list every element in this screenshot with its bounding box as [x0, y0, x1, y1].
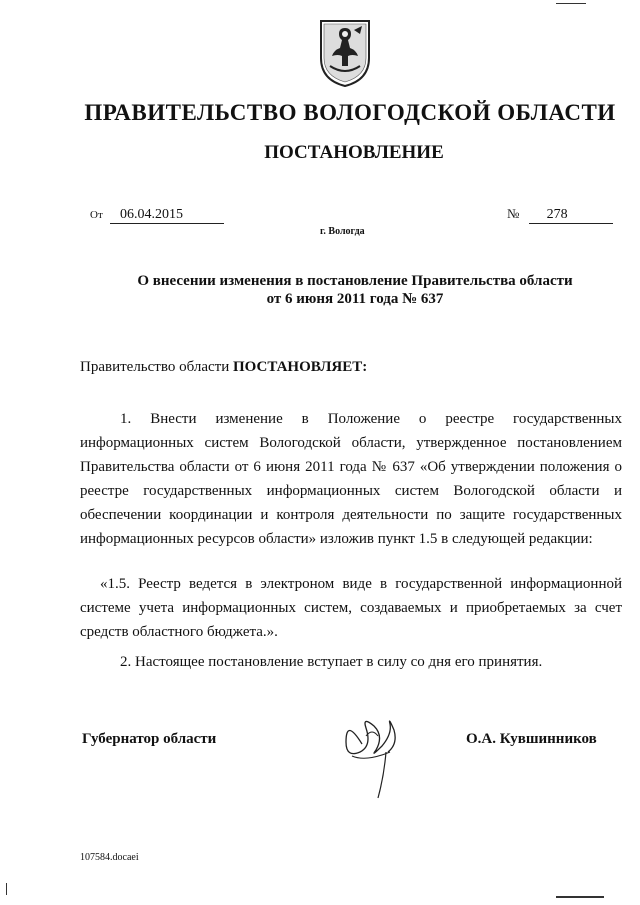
document-subject: [120, 272, 590, 308]
paragraph-1: 1. Внести изменение в Положение о реестре государственных информационных систем Вологодской области, утвержденное постановлением Правительства области от 6 июня 2011 года № 637 «Об утверждении положения о реестре государственных информационных систем Вологодской области и обеспечении координации и контроля деятельности по защите государственных информационных ресурсов области» изложив пункт 1.5 в следующей редакции:: [80, 411, 622, 547]
number-label: №: [507, 206, 520, 221]
resolves-keyword: ПОСТАНОВЛЯЕТ:: [232, 359, 368, 375]
date-value: 06.04.2015: [110, 207, 224, 224]
file-name: 107584.docaei: [80, 852, 139, 863]
paragraph-2: «1.5. Реестр ведется в электроном виде в государственной информационной системе учета информационных систем, создаваемых и приобретаемых за счет средств областного бюджета.».: [80, 576, 622, 640]
number-value: 278: [529, 207, 613, 224]
resolves-prefix: Правительство области: [80, 359, 230, 375]
handwritten-signature-icon: [332, 706, 412, 806]
signatory-name: О.А. Кувшинников: [466, 731, 597, 747]
number-field: [507, 206, 613, 224]
signatory-position: Губернатор области: [82, 731, 217, 747]
resolves-line: [80, 359, 367, 376]
subject-line-1: О внесении изменения в постановление Правительства области: [137, 273, 573, 289]
vologda-coat-of-arms-icon: [318, 18, 372, 88]
city-label: г. Вологда: [320, 226, 365, 237]
scan-artifact: [6, 883, 7, 895]
date-field: [90, 206, 224, 224]
scan-artifact: [556, 3, 586, 4]
paragraph-3: 2. Настоящее постановление вступает в силу со дня его принятия.: [120, 654, 543, 670]
scan-artifact: [556, 896, 604, 898]
subject-line-2: от 6 июня 2011 года № 637: [266, 291, 444, 307]
document-type: ПОСТАНОВЛЕНИЕ: [264, 142, 444, 163]
date-label: От: [90, 209, 103, 221]
government-title: ПРАВИТЕЛЬСТВО ВОЛОГОДСКОЙ ОБЛАСТИ: [84, 100, 616, 125]
